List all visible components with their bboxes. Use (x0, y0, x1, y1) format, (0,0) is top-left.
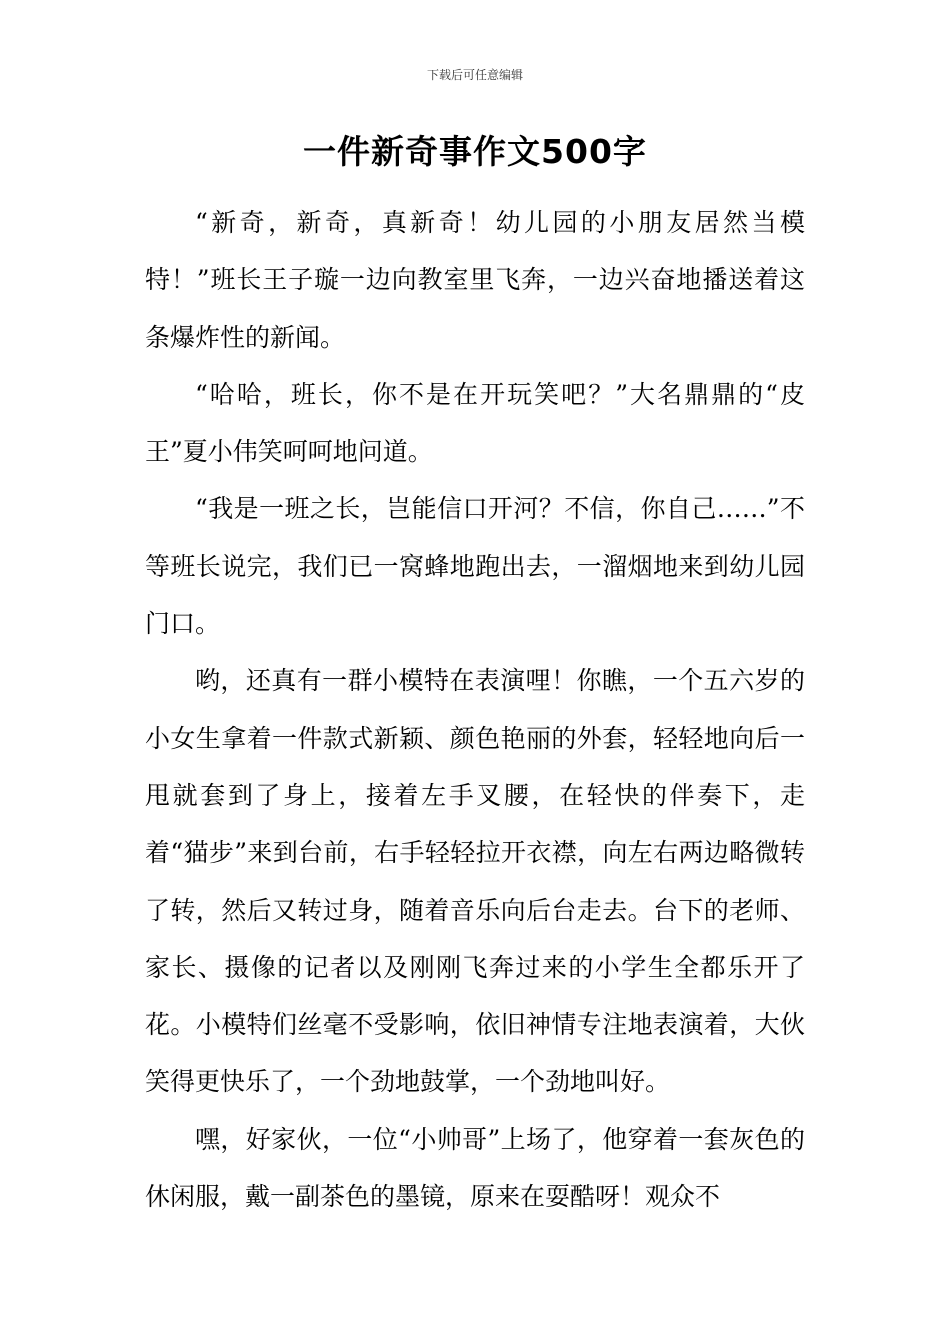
paragraph-3: “我是一班之长，岂能信口开河？不信，你自己……”不等班长说完，我们已一窝蜂地跑出去，一溜烟地来到幼儿园门口。 (145, 494, 805, 639)
paragraph-2: “哈哈，班长，你不是在开玩笑吧？”大名鼎鼎的“皮王”夏小伟笑呵呵地问道。 (145, 379, 805, 467)
document-body (145, 194, 805, 1225)
paragraph-5: 嘿，好家伙，一位“小帅哥”上场了，他穿着一套灰色的休闲服，戴一副茶色的墨镜，原来在耍酷呀！观众不 (145, 1124, 805, 1212)
paragraph-1: “新奇，新奇，真新奇！幼儿园的小朋友居然当模特！”班长王子璇一边向教室里飞奔，一边兴奋地播送着这条爆炸性的新闻。 (145, 208, 805, 352)
paragraph-4: 哟，还真有一群小模特在表演哩！你瞧，一个五六岁的小女生拿着一件款式新颖、颜色艳丽的外套，轻轻地向后一甩就套到了身上，接着左手叉腰，在轻快的伴奏下，走着“猫步”来到台前，右手轻轻拉开衣襟，向左右两边略微转了转，然后又转过身，随着音乐向后台走去。台下的老师、家长、摄像的记者以及刚刚飞奔过来的小学生全都乐开了花。小模特们丝毫不受影响，依旧神情专注地表演着，大伙笑得更快乐了，一个劲地鼓掌，一个劲地叫好。 (145, 666, 805, 1097)
document-title: 一件新奇事作文500字 (303, 132, 647, 171)
header-note: 下载后可任意编辑 (426, 68, 523, 82)
